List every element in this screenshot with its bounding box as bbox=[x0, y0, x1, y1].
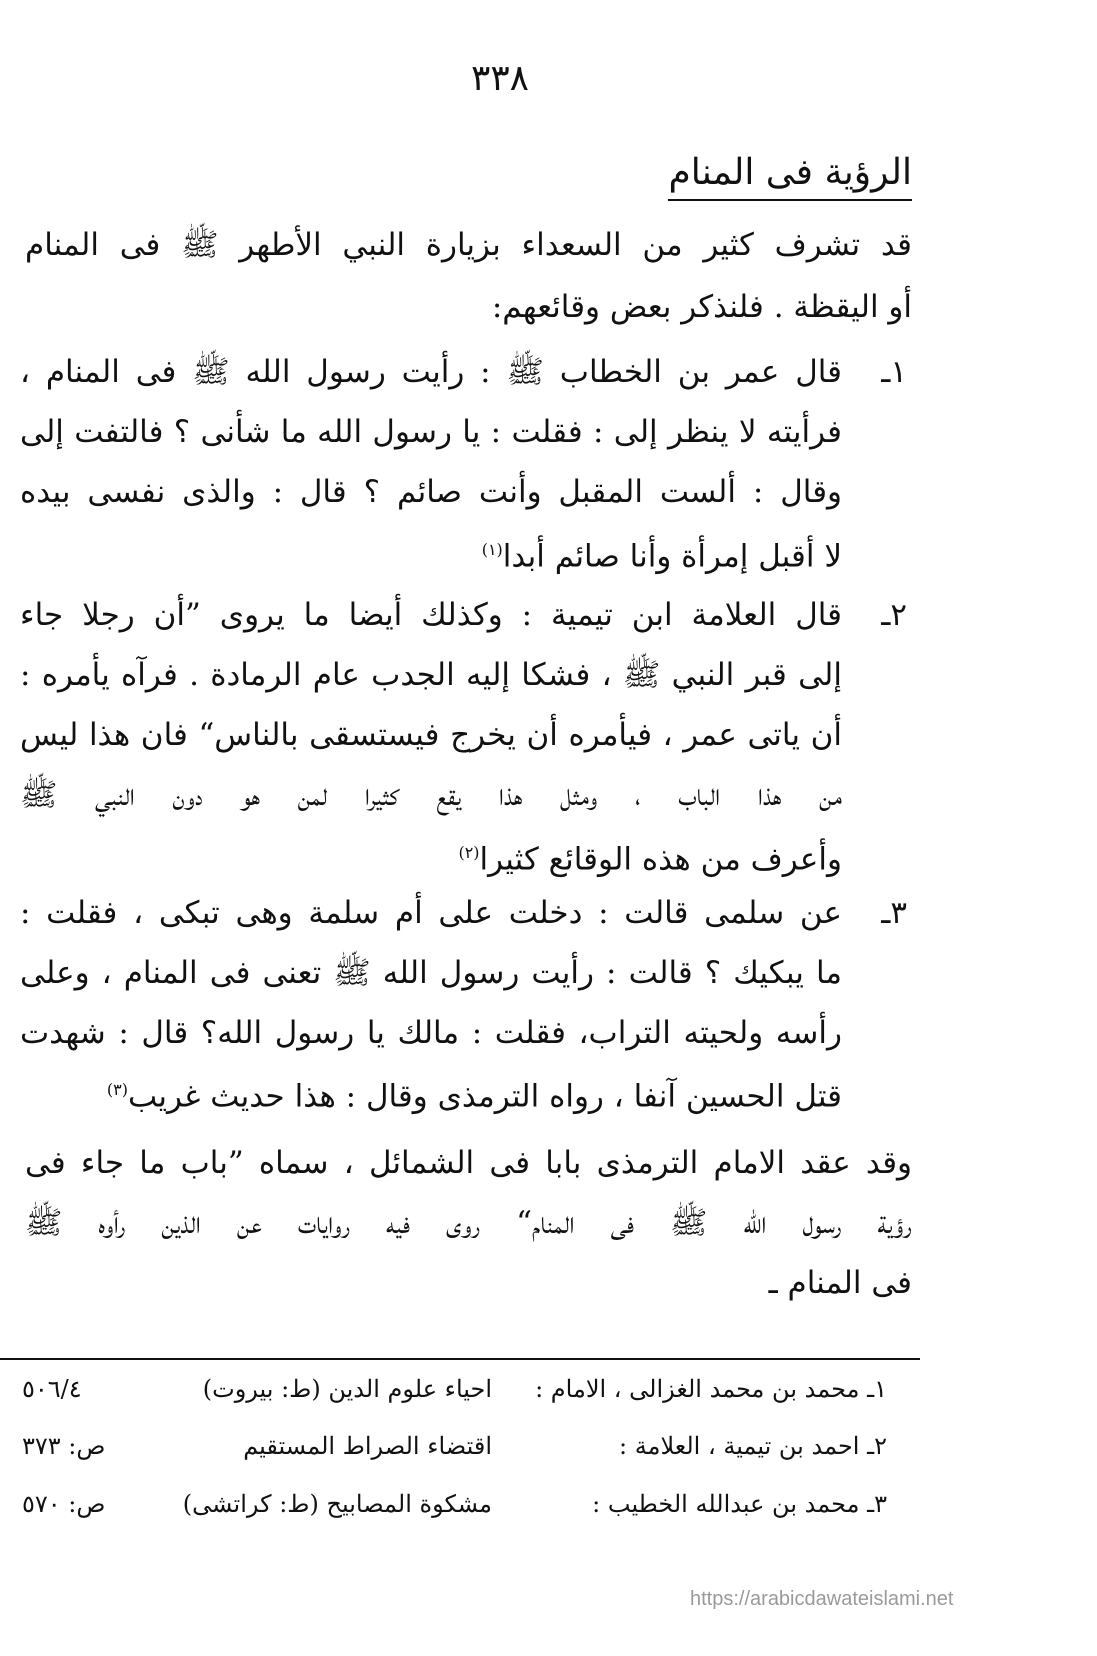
footnote-author: ١ـ محمد بن محمد الغزالى ، الامام : bbox=[535, 1375, 887, 1403]
item-line: رأسه ولحيته التراب، فقلت : مالك يا رسول الله؟ قال : شهدت bbox=[20, 1015, 842, 1051]
footnote-book: مشكوة المصابيح (ط: كراتشى) bbox=[182, 1490, 492, 1518]
footnote-author: ٢ـ احمد بن تيمية ، العلامة : bbox=[619, 1432, 887, 1460]
footnote-mark: (٢) bbox=[458, 843, 480, 862]
footnote-ref: ص: ٥٧٠ bbox=[22, 1490, 106, 1518]
footnote-ref: ص: ٣٧٣ bbox=[22, 1432, 106, 1460]
item-text: قتل الحسين آنفا ، رواه الترمذى وقال : هذا حديث غريب bbox=[127, 1078, 842, 1115]
closing-line: فى المنام ـ bbox=[768, 1265, 912, 1301]
item-line-last bbox=[482, 530, 842, 576]
item-text: لا أقبل إمرأة وأنا صائم أبدا bbox=[502, 538, 842, 575]
footnote-mark: (٣) bbox=[106, 1080, 128, 1099]
item-line: إلى قبر النبي ﷺ ، فشكا إليه الجدب عام الرمادة . فرآه يأمره : bbox=[20, 657, 842, 693]
item-line-last bbox=[458, 833, 842, 879]
item-line: عن سلمى قالت : دخلت على أم سلمة وهى تبكى ، فقلت : bbox=[20, 895, 842, 931]
item-line: أن ياتى عمر ، فيأمره أن يخرج فيستسقى بالناس“ فان هذا ليس bbox=[20, 717, 842, 753]
footnote-mark: (١) bbox=[481, 540, 503, 559]
footnote-author: ٣ـ محمد بن عبدالله الخطيب : bbox=[592, 1490, 887, 1518]
footnote-book: احياء علوم الدين (ط: بيروت) bbox=[202, 1375, 492, 1403]
footnote-divider bbox=[0, 1358, 920, 1360]
item-line: قال عمر بن الخطاب ﷺ : رأيت رسول الله ﷺ فى المنام ، bbox=[20, 354, 842, 390]
intro-line: أو اليقظة . فلنذكر بعض وقائعهم: bbox=[491, 289, 912, 325]
item-number: ٢ـ bbox=[881, 597, 907, 633]
footnote-book: اقتضاء الصراط المستقيم bbox=[243, 1432, 492, 1460]
footnote-ref: ٥٠٦/٤ bbox=[22, 1375, 82, 1403]
closing-line: رؤية رسول الله ﷺ فى المنام“ روى فيه روايات عن الذين رأوه ﷺ bbox=[25, 1205, 912, 1241]
item-number: ١ـ bbox=[881, 354, 907, 390]
intro-line: قد تشرف كثير من السعداء بزيارة النبي الأطهر ﷺ فى المنام bbox=[25, 227, 912, 263]
item-line: قال العلامة ابن تيمية : وكذلك أيضا ما يروى ”أن رجلا جاء bbox=[20, 597, 842, 633]
item-line: من هذا الباب ، ومثل هذا يقع كثيرا لمن هو دون النبي ﷺ bbox=[20, 777, 842, 813]
item-line: ما يبكيك ؟ قالت : رأيت رسول الله ﷺ تعنى فى المنام ، وعلى bbox=[20, 955, 842, 991]
item-line: وقال : ألست المقبل وأنت صائم ؟ قال : والذى نفسى بيده bbox=[20, 474, 842, 510]
item-text: وأعرف من هذه الوقائع كثيرا bbox=[479, 841, 842, 878]
watermark-url: https://arabicdawateislami.net bbox=[690, 1588, 954, 1610]
item-line-last bbox=[107, 1070, 842, 1116]
page-number: ٣٣٨ bbox=[470, 58, 529, 99]
item-line: فرأيته لا ينظر إلى : فقلت : يا رسول الله ما شأنى ؟ فالتفت إلى bbox=[20, 414, 842, 450]
closing-line: وقد عقد الامام الترمذى بابا فى الشمائل ، سماه ”باب ما جاء فى bbox=[25, 1145, 912, 1181]
section-title: الرؤية فى المنام bbox=[668, 152, 912, 201]
item-number: ٣ـ bbox=[881, 895, 907, 931]
